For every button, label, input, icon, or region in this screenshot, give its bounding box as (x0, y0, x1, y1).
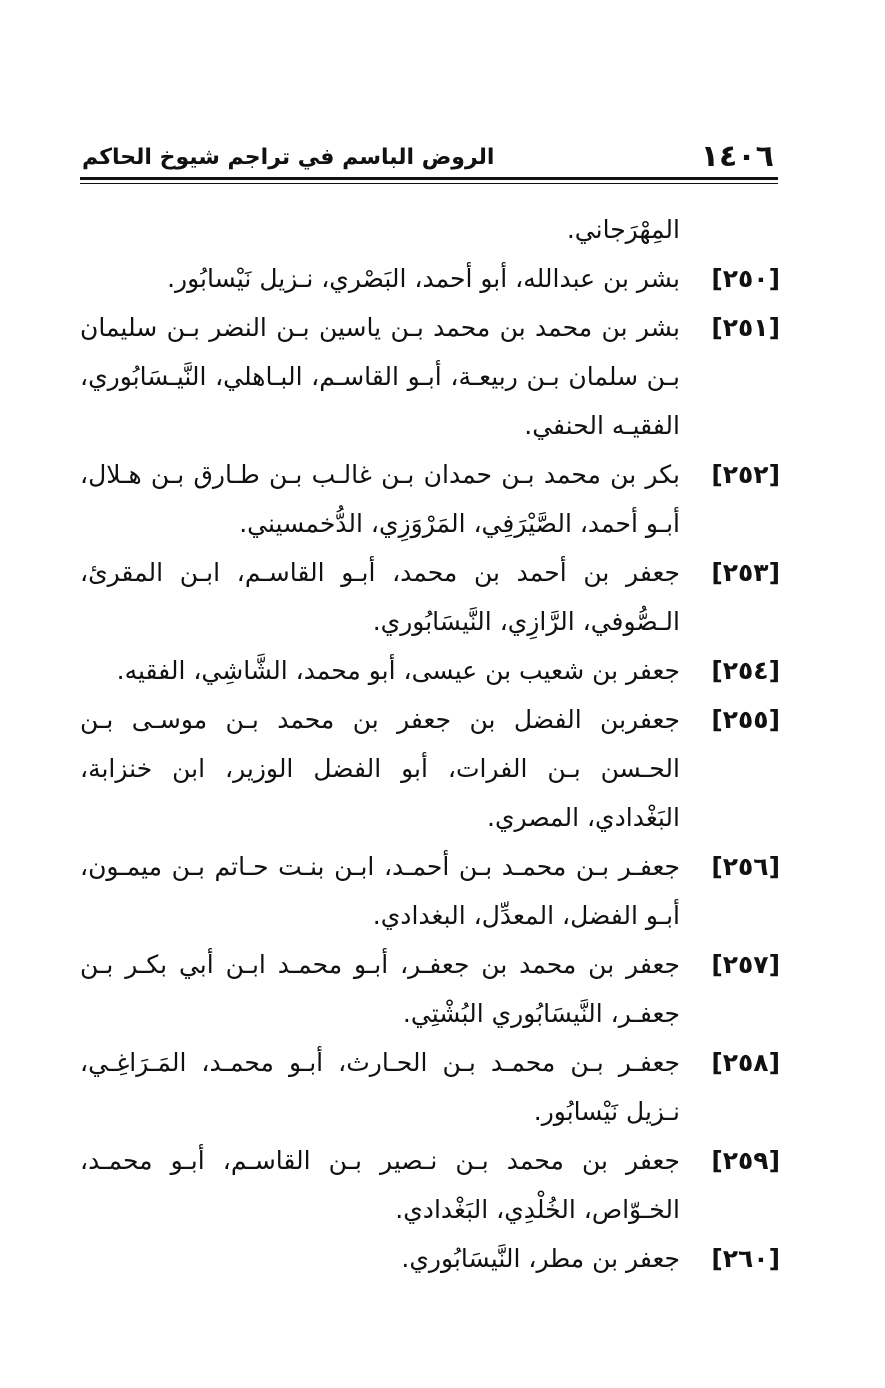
entry (80, 303, 780, 450)
entry (80, 695, 780, 842)
entry (80, 842, 780, 940)
entry (80, 254, 780, 303)
entry-number: [٢٥٤] (711, 656, 780, 685)
entry-number: [٢٥٦] (711, 852, 780, 881)
running-title: الروض الباسم في تراجم شيوخ الحاكم (82, 145, 495, 170)
page-body (80, 205, 780, 1283)
entry-number: [٢٦٠] (711, 1244, 780, 1273)
page-number: ١٤٠٦ (700, 139, 774, 174)
entry-text: بكر بن محمد بـن حمدان بـن غالـب بـن طـارق بـن هـلال، أبـو أحمد، الصَّيْرَفِي، المَرْوَزِي، الدُّخمسيني. (80, 460, 680, 538)
entry-number: [٢٥١] (711, 313, 780, 342)
entry (80, 646, 780, 695)
entry-text: جعفر بن محمد بـن نـصير بـن القاسـم، أبـو محمـد، الخـوّاص، الخُلْدِي، البَغْدادي. (80, 1146, 680, 1224)
entry-text: جعفـر بـن محمـد بـن الحـارث، أبـو محمـد، المَـرَاغِـي، نـزيل نَيْسابُور. (80, 1048, 680, 1126)
page-header (82, 140, 782, 174)
entry-text: جعفربن الفضل بن جعفر بن محمد بـن موسـى بـن الحـسن بـن الفرات، أبو الفضل الوزير، ابن خنزابة، البَغْدادي، المصري. (80, 705, 680, 832)
entry (80, 1234, 780, 1283)
entry-number: [٢٥٠] (711, 264, 780, 293)
entry-text: جعفـر بـن محمـد بـن أحمـد، ابـن بنـت حـاتم بـن ميمـون، أبـو الفضل، المعدِّل، البغدادي. (80, 852, 680, 930)
entry (80, 940, 780, 1038)
header-rule-thin (80, 183, 778, 184)
entry-number: [٢٥٣] (711, 558, 780, 587)
entry-number: [٢٥٨] (711, 1048, 780, 1077)
entry-number: [٢٥٢] (711, 460, 780, 489)
entry-number: [٢٥٧] (711, 950, 780, 979)
entry-text: جعفر بن أحمد بن محمد، أبـو القاسـم، ابـن المقرئ، الـصُّوفي، الرَّازِي، النَّيسَابُوري. (80, 558, 680, 636)
entry-number: [٢٥٥] (711, 705, 780, 734)
entry-text: جعفر بن شعيب بن عيسى، أبو محمد، الشَّاشِي، الفقيه. (116, 656, 680, 685)
entry (80, 1038, 780, 1136)
entry (80, 548, 780, 646)
entry (80, 450, 780, 548)
entry (80, 1136, 780, 1234)
continuation-line: المِهْرَجاني. (566, 215, 680, 244)
entry-text: جعفر بن مطر، النَّيسَابُوري. (401, 1244, 680, 1273)
entry-text: جعفر بن محمد بن جعفـر، أبـو محمـد ابـن أبي بكـر بـن جعفـر، النَّيسَابُوري البُشْتِي. (80, 950, 680, 1028)
header-rule-thick (80, 177, 778, 180)
entry-text: بشر بن عبدالله، أبو أحمد، البَصْري، نـزيل نَيْسابُور. (167, 264, 680, 293)
entry-number: [٢٥٩] (711, 1146, 780, 1175)
entry-text: بشر بن محمد بن محمد بـن ياسين بـن النضر بـن سليمان بـن سلمان بـن ربيعـة، أبـو القاسـم، البـاهلي، النَّيـسَابُوري، الفقيـه الحنفي. (80, 313, 680, 440)
